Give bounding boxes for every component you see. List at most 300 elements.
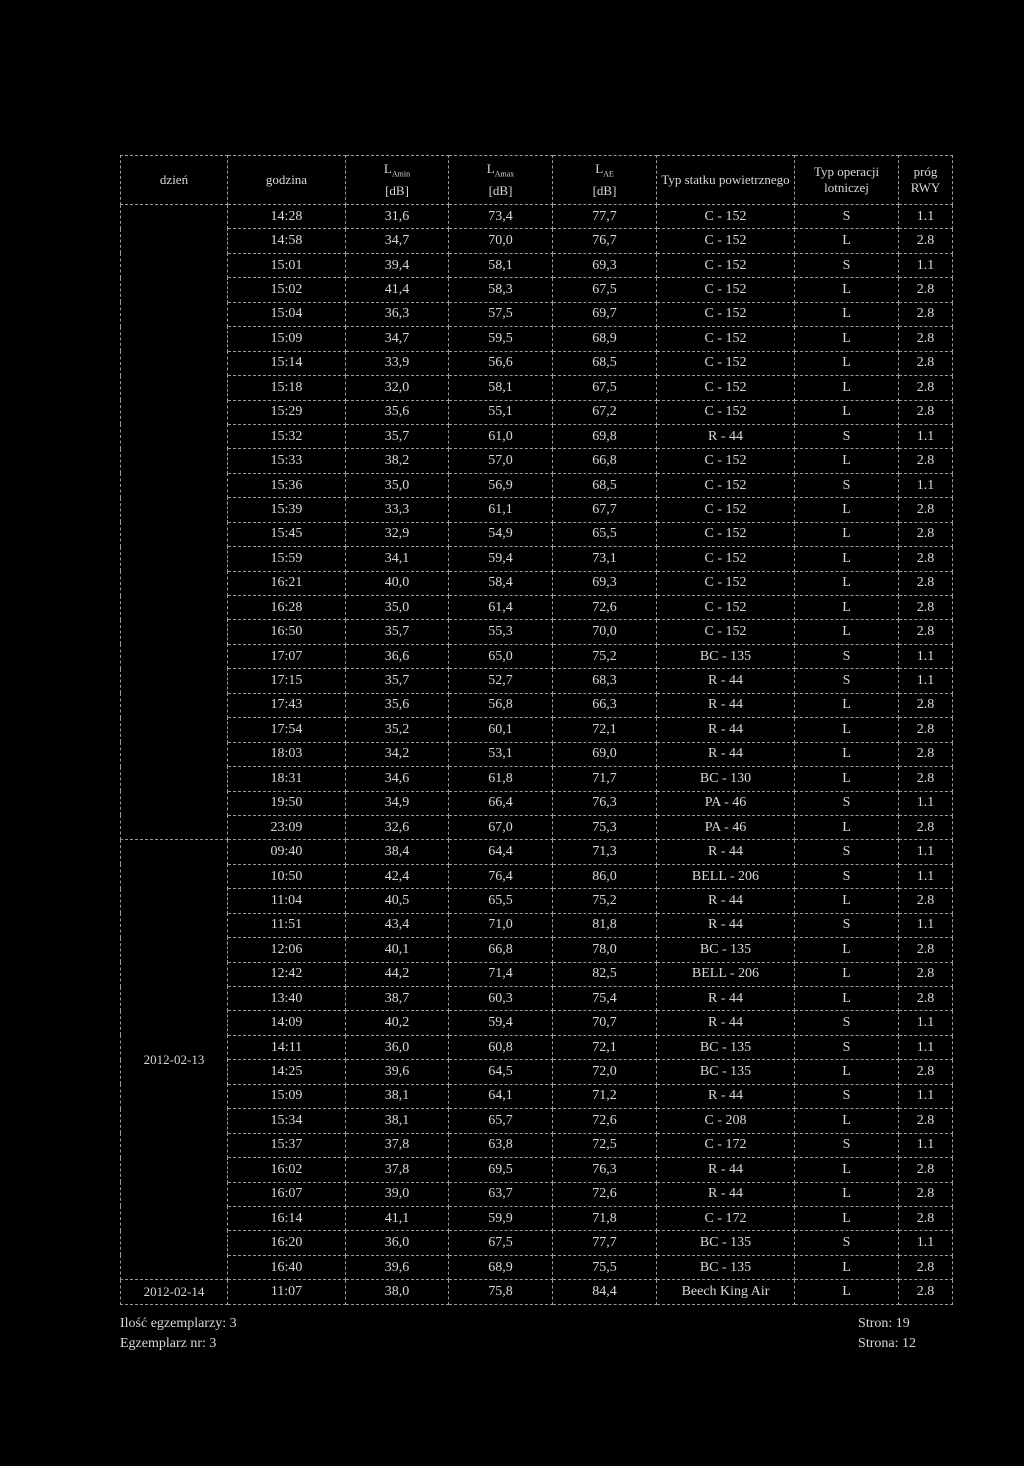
table-row <box>121 1231 953 1255</box>
threshold-cell: 1.1 <box>899 424 953 448</box>
lae-cell: 75,2 <box>553 644 657 668</box>
table-row <box>121 791 953 815</box>
table-row <box>121 1255 953 1279</box>
lamin-cell: 34,7 <box>346 327 449 351</box>
aircraft-cell: C - 152 <box>657 473 795 497</box>
lamin-cell: 39,0 <box>346 1182 449 1206</box>
lamin-cell: 34,1 <box>346 547 449 571</box>
operation-cell: L <box>795 938 899 962</box>
aircraft-cell: R - 44 <box>657 1011 795 1035</box>
lamax-cell: 61,1 <box>449 498 553 522</box>
operation-cell: L <box>795 1109 899 1133</box>
lae-cell: 65,5 <box>553 522 657 546</box>
operation-cell: S <box>795 864 899 888</box>
lamin-cell: 34,9 <box>346 791 449 815</box>
aircraft-cell: R - 44 <box>657 987 795 1011</box>
lae-cell: 75,3 <box>553 815 657 839</box>
lamin-cell: 35,6 <box>346 693 449 717</box>
time-cell: 09:40 <box>228 840 346 864</box>
operation-cell: S <box>795 644 899 668</box>
time-cell: 14:11 <box>228 1035 346 1059</box>
threshold-cell: 2.8 <box>899 351 953 375</box>
lamin-cell: 36,3 <box>346 302 449 326</box>
lae-cell: 67,5 <box>553 376 657 400</box>
threshold-cell: 1.1 <box>899 669 953 693</box>
table-row <box>121 327 953 351</box>
lamax-cell: 56,9 <box>449 473 553 497</box>
operation-cell: L <box>795 693 899 717</box>
operation-cell: L <box>795 278 899 302</box>
table-row <box>121 913 953 937</box>
threshold-cell: 2.8 <box>899 302 953 326</box>
lamax-cell: 57,5 <box>449 302 553 326</box>
copies-count: Ilość egzemplarzy: 3 <box>120 1316 237 1331</box>
lamax-cell: 65,0 <box>449 644 553 668</box>
lamax-cell: 57,0 <box>449 449 553 473</box>
table-row <box>121 840 953 864</box>
operation-cell: S <box>795 1133 899 1157</box>
lamax-cell: 68,9 <box>449 1255 553 1279</box>
table-row <box>121 547 953 571</box>
time-cell: 16:07 <box>228 1182 346 1206</box>
page-number: Strona: 12 <box>858 1336 916 1351</box>
time-cell: 16:28 <box>228 596 346 620</box>
time-cell: 12:42 <box>228 962 346 986</box>
lae-cell: 75,2 <box>553 889 657 913</box>
operation-cell: L <box>795 327 899 351</box>
aircraft-cell: R - 44 <box>657 1182 795 1206</box>
aircraft-cell: BELL - 206 <box>657 864 795 888</box>
header-runway-threshold: próg RWY <box>899 156 953 205</box>
date-cell: 2012-02-14 <box>121 1280 228 1304</box>
lae-cell: 86,0 <box>553 864 657 888</box>
lamax-cell: 71,0 <box>449 913 553 937</box>
threshold-cell: 2.8 <box>899 962 953 986</box>
aircraft-cell: R - 44 <box>657 669 795 693</box>
aircraft-cell: BC - 135 <box>657 938 795 962</box>
threshold-cell: 1.1 <box>899 253 953 277</box>
operation-cell: S <box>795 253 899 277</box>
lae-cell: 81,8 <box>553 913 657 937</box>
threshold-cell: 2.8 <box>899 571 953 595</box>
time-cell: 23:09 <box>228 815 346 839</box>
aircraft-cell: C - 172 <box>657 1133 795 1157</box>
operation-cell: S <box>795 791 899 815</box>
lae-cell: 67,2 <box>553 400 657 424</box>
lamin-cell: 35,7 <box>346 620 449 644</box>
lamin-cell: 38,7 <box>346 987 449 1011</box>
table-row <box>121 987 953 1011</box>
table-row <box>121 742 953 766</box>
operation-cell: L <box>795 547 899 571</box>
aircraft-cell: R - 44 <box>657 424 795 448</box>
time-cell: 15:34 <box>228 1109 346 1133</box>
aircraft-cell: C - 152 <box>657 571 795 595</box>
header-date: dzień <box>121 156 228 205</box>
threshold-cell: 2.8 <box>899 815 953 839</box>
lamax-cell: 60,8 <box>449 1035 553 1059</box>
time-cell: 15:18 <box>228 376 346 400</box>
aircraft-cell: C - 152 <box>657 253 795 277</box>
table-row <box>121 376 953 400</box>
operation-cell: S <box>795 1011 899 1035</box>
lamax-cell: 58,1 <box>449 253 553 277</box>
lae-cell: 84,4 <box>553 1280 657 1304</box>
threshold-cell: 2.8 <box>899 400 953 424</box>
lamin-cell: 32,6 <box>346 815 449 839</box>
aircraft-cell: BELL - 206 <box>657 962 795 986</box>
lamin-cell: 33,3 <box>346 498 449 522</box>
lamax-cell: 58,3 <box>449 278 553 302</box>
threshold-cell: 2.8 <box>899 596 953 620</box>
lamin-cell: 36,0 <box>346 1035 449 1059</box>
lamax-cell: 65,5 <box>449 889 553 913</box>
lae-cell: 68,9 <box>553 327 657 351</box>
threshold-cell: 2.8 <box>899 229 953 253</box>
table-row <box>121 205 953 229</box>
aircraft-cell: C - 172 <box>657 1206 795 1230</box>
aircraft-cell: R - 44 <box>657 742 795 766</box>
time-cell: 18:31 <box>228 767 346 791</box>
aircraft-cell: R - 44 <box>657 1084 795 1108</box>
time-cell: 16:21 <box>228 571 346 595</box>
header-operation-type: Typ operacji lotniczej <box>795 156 899 205</box>
lamax-cell: 58,1 <box>449 376 553 400</box>
time-cell: 17:15 <box>228 669 346 693</box>
threshold-cell: 2.8 <box>899 1280 953 1304</box>
lae-cell: 73,1 <box>553 547 657 571</box>
lamin-cell: 33,9 <box>346 351 449 375</box>
aircraft-cell: BC - 135 <box>657 644 795 668</box>
threshold-cell: 2.8 <box>899 1182 953 1206</box>
lamin-cell: 44,2 <box>346 962 449 986</box>
header-time: godzina <box>228 156 346 205</box>
time-cell: 10:50 <box>228 864 346 888</box>
time-cell: 15:32 <box>228 424 346 448</box>
aircraft-cell: BC - 135 <box>657 1255 795 1279</box>
table-row <box>121 351 953 375</box>
lamax-cell: 55,1 <box>449 400 553 424</box>
time-cell: 16:14 <box>228 1206 346 1230</box>
operation-cell: L <box>795 889 899 913</box>
table-row <box>121 1084 953 1108</box>
table-row <box>121 889 953 913</box>
date-cell: 2012-02-13 <box>121 840 228 1280</box>
lae-cell: 68,5 <box>553 351 657 375</box>
time-cell: 15:39 <box>228 498 346 522</box>
table-row <box>121 278 953 302</box>
lamin-cell: 40,1 <box>346 938 449 962</box>
threshold-cell: 2.8 <box>899 278 953 302</box>
lamin-cell: 41,1 <box>346 1206 449 1230</box>
lae-cell: 72,6 <box>553 1109 657 1133</box>
header-aircraft-type: Typ statku powietrznego <box>657 156 795 205</box>
threshold-cell: 1.1 <box>899 864 953 888</box>
time-cell: 11:04 <box>228 889 346 913</box>
lamin-cell: 35,7 <box>346 424 449 448</box>
time-cell: 12:06 <box>228 938 346 962</box>
threshold-cell: 2.8 <box>899 547 953 571</box>
lae-cell: 77,7 <box>553 205 657 229</box>
lamin-cell: 38,4 <box>346 840 449 864</box>
table-row <box>121 767 953 791</box>
operation-cell: L <box>795 400 899 424</box>
lamin-cell: 34,6 <box>346 767 449 791</box>
lae-cell: 68,3 <box>553 669 657 693</box>
lamin-cell: 39,6 <box>346 1060 449 1084</box>
operation-cell: S <box>795 205 899 229</box>
lae-cell: 66,3 <box>553 693 657 717</box>
threshold-cell: 1.1 <box>899 791 953 815</box>
lae-cell: 76,3 <box>553 791 657 815</box>
time-cell: 17:43 <box>228 693 346 717</box>
lamax-cell: 75,8 <box>449 1280 553 1304</box>
aircraft-cell: BC - 135 <box>657 1035 795 1059</box>
lamax-cell: 59,4 <box>449 547 553 571</box>
time-cell: 15:59 <box>228 547 346 571</box>
header-lamin: $L_{Amin}$ [dB] <box>346 156 449 205</box>
lamax-cell: 76,4 <box>449 864 553 888</box>
table-row <box>121 449 953 473</box>
time-cell: 14:28 <box>228 205 346 229</box>
lamin-cell: 32,9 <box>346 522 449 546</box>
operation-cell: L <box>795 742 899 766</box>
lae-cell: 78,0 <box>553 938 657 962</box>
header-lamax: $L_{Amax}$ [dB] <box>449 156 553 205</box>
threshold-cell: 1.1 <box>899 1011 953 1035</box>
lae-cell: 69,3 <box>553 571 657 595</box>
aircraft-cell: R - 44 <box>657 718 795 742</box>
lamin-cell: 39,4 <box>346 253 449 277</box>
lamin-cell: 41,4 <box>346 278 449 302</box>
header-lae: $L_{AE}$ [dB] <box>553 156 657 205</box>
operation-cell: L <box>795 1182 899 1206</box>
lamin-cell: 35,7 <box>346 669 449 693</box>
aircraft-cell: R - 44 <box>657 693 795 717</box>
operation-cell: L <box>795 596 899 620</box>
lamin-cell: 38,1 <box>346 1084 449 1108</box>
table-row <box>121 1133 953 1157</box>
time-cell: 14:58 <box>228 229 346 253</box>
threshold-cell: 2.8 <box>899 1255 953 1279</box>
lamax-cell: 60,1 <box>449 718 553 742</box>
lamin-cell: 37,8 <box>346 1133 449 1157</box>
threshold-cell: 1.1 <box>899 205 953 229</box>
lamin-cell: 35,6 <box>346 400 449 424</box>
lamax-cell: 61,8 <box>449 767 553 791</box>
table-row <box>121 1206 953 1230</box>
threshold-cell: 2.8 <box>899 449 953 473</box>
table-row <box>121 522 953 546</box>
table-row <box>121 962 953 986</box>
aircraft-cell: R - 44 <box>657 1158 795 1182</box>
aircraft-cell: C - 152 <box>657 229 795 253</box>
threshold-cell: 2.8 <box>899 1206 953 1230</box>
table-row <box>121 1060 953 1084</box>
threshold-cell: 2.8 <box>899 1158 953 1182</box>
table-row <box>121 1011 953 1035</box>
table-body <box>121 205 953 1305</box>
lae-cell: 66,8 <box>553 449 657 473</box>
time-cell: 17:07 <box>228 644 346 668</box>
table-row <box>121 1109 953 1133</box>
lamin-cell: 40,2 <box>346 1011 449 1035</box>
lamin-cell: 34,2 <box>346 742 449 766</box>
lae-cell: 68,5 <box>553 473 657 497</box>
threshold-cell: 1.1 <box>899 1133 953 1157</box>
lamin-cell: 42,4 <box>346 864 449 888</box>
operation-cell: L <box>795 449 899 473</box>
lae-cell: 82,5 <box>553 962 657 986</box>
time-cell: 15:36 <box>228 473 346 497</box>
lamax-cell: 67,5 <box>449 1231 553 1255</box>
threshold-cell: 2.8 <box>899 498 953 522</box>
lae-cell: 72,5 <box>553 1133 657 1157</box>
operation-cell: L <box>795 1280 899 1304</box>
lae-cell: 77,7 <box>553 1231 657 1255</box>
aircraft-cell: C - 152 <box>657 205 795 229</box>
threshold-cell: 1.1 <box>899 644 953 668</box>
aircraft-cell: C - 152 <box>657 596 795 620</box>
measurement-table <box>120 155 953 1305</box>
lamax-cell: 56,6 <box>449 351 553 375</box>
operation-cell: L <box>795 962 899 986</box>
threshold-cell: 2.8 <box>899 327 953 351</box>
operation-cell: S <box>795 840 899 864</box>
operation-cell: L <box>795 571 899 595</box>
lamin-cell: 43,4 <box>346 913 449 937</box>
lamax-cell: 64,4 <box>449 840 553 864</box>
lamax-cell: 71,4 <box>449 962 553 986</box>
operation-cell: L <box>795 987 899 1011</box>
threshold-cell: 2.8 <box>899 522 953 546</box>
threshold-cell: 2.8 <box>899 718 953 742</box>
operation-cell: S <box>795 913 899 937</box>
threshold-cell: 2.8 <box>899 938 953 962</box>
lamax-cell: 53,1 <box>449 742 553 766</box>
lae-cell: 71,7 <box>553 767 657 791</box>
lae-cell: 71,3 <box>553 840 657 864</box>
threshold-cell: 2.8 <box>899 987 953 1011</box>
threshold-cell: 2.8 <box>899 376 953 400</box>
operation-cell: L <box>795 376 899 400</box>
time-cell: 15:01 <box>228 253 346 277</box>
table-row <box>121 473 953 497</box>
threshold-cell: 1.1 <box>899 1084 953 1108</box>
table-row <box>121 229 953 253</box>
lamax-cell: 58,4 <box>449 571 553 595</box>
aircraft-cell: BC - 130 <box>657 767 795 791</box>
operation-cell: S <box>795 473 899 497</box>
aircraft-cell: R - 44 <box>657 889 795 913</box>
lamax-cell: 56,8 <box>449 693 553 717</box>
time-cell: 14:25 <box>228 1060 346 1084</box>
time-cell: 14:09 <box>228 1011 346 1035</box>
table-row <box>121 571 953 595</box>
time-cell: 15:09 <box>228 1084 346 1108</box>
aircraft-cell: C - 152 <box>657 400 795 424</box>
aircraft-cell: C - 152 <box>657 620 795 644</box>
lae-cell: 72,6 <box>553 1182 657 1206</box>
lamin-cell: 35,0 <box>346 473 449 497</box>
operation-cell: S <box>795 1084 899 1108</box>
table-header <box>121 156 953 205</box>
threshold-cell: 2.8 <box>899 1060 953 1084</box>
lamin-cell: 35,2 <box>346 718 449 742</box>
aircraft-cell: BC - 135 <box>657 1231 795 1255</box>
table-row <box>121 718 953 742</box>
lamax-cell: 61,4 <box>449 596 553 620</box>
lamax-cell: 73,4 <box>449 205 553 229</box>
operation-cell: S <box>795 424 899 448</box>
operation-cell: L <box>795 351 899 375</box>
operation-cell: L <box>795 1060 899 1084</box>
table-row <box>121 498 953 522</box>
time-cell: 15:04 <box>228 302 346 326</box>
lamin-cell: 38,1 <box>346 1109 449 1133</box>
lae-cell: 76,3 <box>553 1158 657 1182</box>
operation-cell: L <box>795 1206 899 1230</box>
threshold-cell: 1.1 <box>899 473 953 497</box>
aircraft-cell: Beech King Air <box>657 1280 795 1304</box>
time-cell: 16:20 <box>228 1231 346 1255</box>
table-row <box>121 1035 953 1059</box>
time-cell: 11:51 <box>228 913 346 937</box>
aircraft-cell: BC - 135 <box>657 1060 795 1084</box>
table-row <box>121 693 953 717</box>
lamax-cell: 67,0 <box>449 815 553 839</box>
lae-cell: 69,3 <box>553 253 657 277</box>
time-cell: 16:50 <box>228 620 346 644</box>
operation-cell: S <box>795 669 899 693</box>
lamin-cell: 36,0 <box>346 1231 449 1255</box>
pages-total: Stron: 19 <box>858 1316 910 1331</box>
time-cell: 13:40 <box>228 987 346 1011</box>
threshold-cell: 1.1 <box>899 913 953 937</box>
table-row <box>121 620 953 644</box>
operation-cell: L <box>795 229 899 253</box>
lamax-cell: 59,5 <box>449 327 553 351</box>
time-cell: 15:09 <box>228 327 346 351</box>
lae-cell: 75,5 <box>553 1255 657 1279</box>
lamax-cell: 63,8 <box>449 1133 553 1157</box>
lamax-cell: 54,9 <box>449 522 553 546</box>
aircraft-cell: C - 152 <box>657 302 795 326</box>
lamin-cell: 36,6 <box>346 644 449 668</box>
lae-cell: 70,7 <box>553 1011 657 1035</box>
operation-cell: S <box>795 1231 899 1255</box>
lae-cell: 69,0 <box>553 742 657 766</box>
aircraft-cell: C - 152 <box>657 351 795 375</box>
operation-cell: L <box>795 1158 899 1182</box>
lae-cell: 75,4 <box>553 987 657 1011</box>
lae-cell: 76,7 <box>553 229 657 253</box>
lamin-cell: 37,8 <box>346 1158 449 1182</box>
threshold-cell: 2.8 <box>899 620 953 644</box>
operation-cell: L <box>795 620 899 644</box>
aircraft-cell: C - 152 <box>657 498 795 522</box>
aircraft-cell: R - 44 <box>657 840 795 864</box>
time-cell: 16:40 <box>228 1255 346 1279</box>
aircraft-cell: R - 44 <box>657 913 795 937</box>
table-row <box>121 302 953 326</box>
threshold-cell: 2.8 <box>899 693 953 717</box>
lae-cell: 72,1 <box>553 718 657 742</box>
operation-cell: L <box>795 302 899 326</box>
threshold-cell: 2.8 <box>899 742 953 766</box>
aircraft-cell: C - 208 <box>657 1109 795 1133</box>
aircraft-cell: PA - 46 <box>657 815 795 839</box>
